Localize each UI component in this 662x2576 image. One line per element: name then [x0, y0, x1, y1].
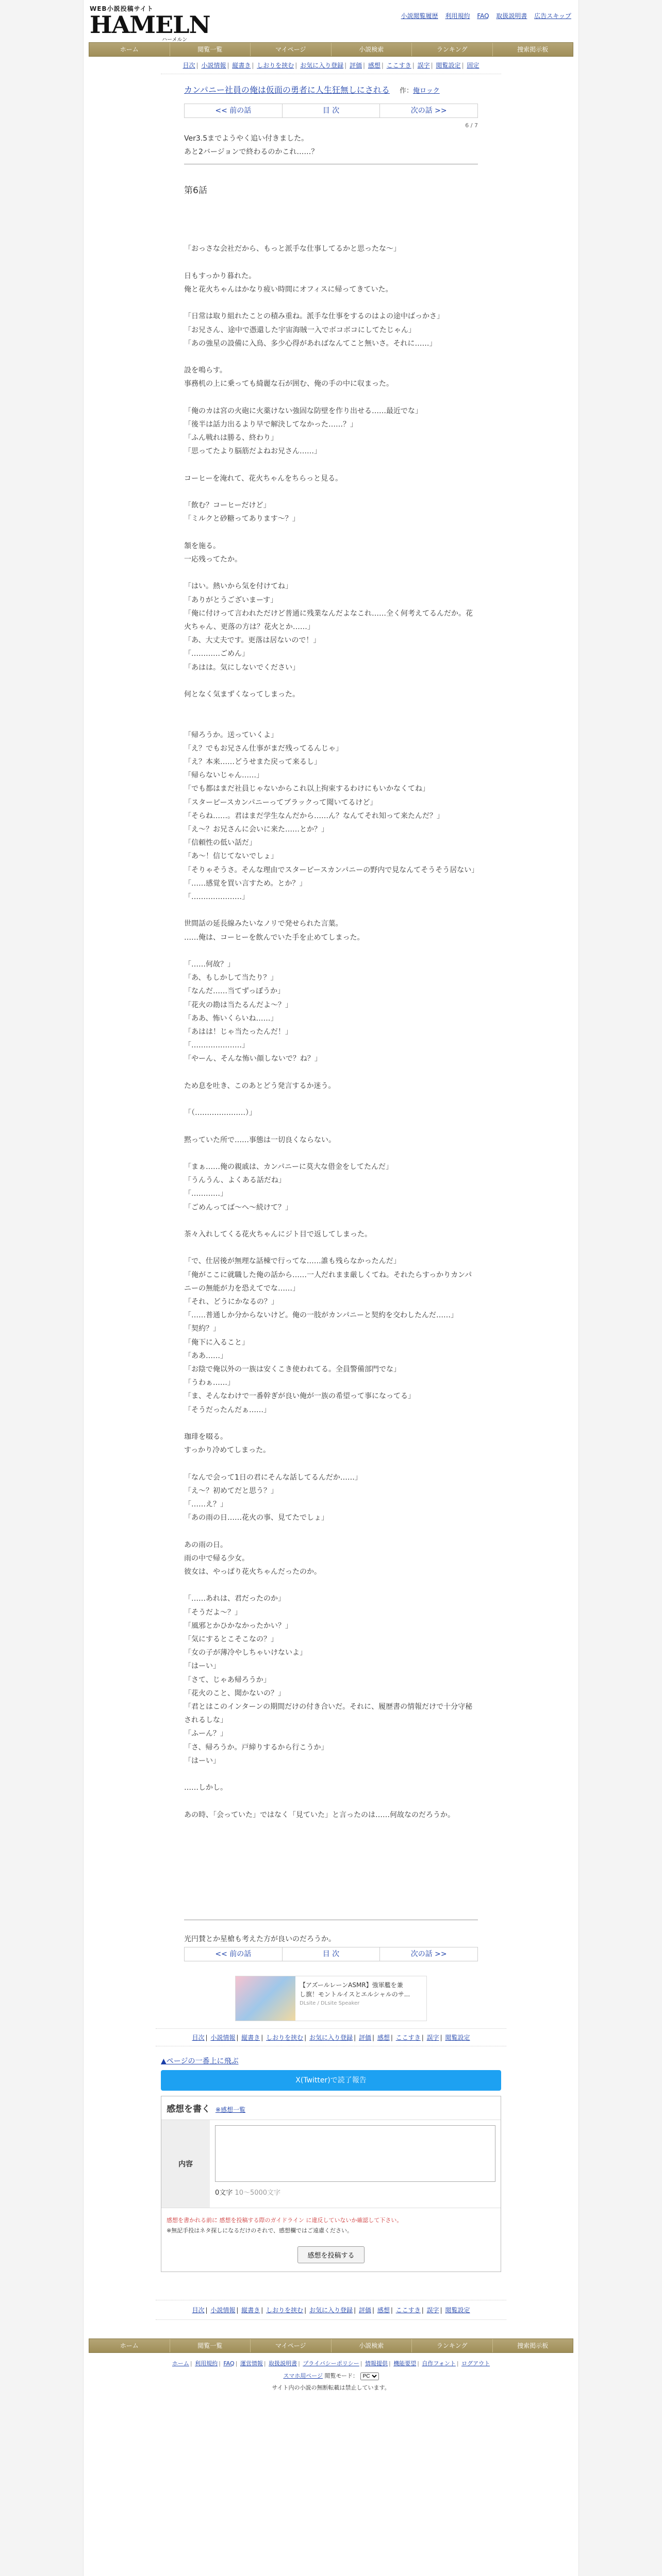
story-line — [184, 296, 478, 310]
story-line: 「帰らないじゃん……」 — [184, 771, 263, 780]
subnav-bookmark[interactable]: しおりを挟む — [266, 2033, 304, 2041]
ad-thumbnail — [236, 1976, 295, 2021]
story-line — [184, 215, 478, 229]
story-line: 「まぁ……俺の親戚は、カンパニーに莫大な借金をしてたんだ」 — [184, 1162, 393, 1171]
story-line: 「さ、帰ろうか。戸締りするから行こうか」 — [184, 1743, 328, 1752]
story-line — [184, 1214, 478, 1228]
story-line — [184, 1093, 478, 1106]
nav-home[interactable]: ホーム — [89, 2339, 170, 2352]
x-share-button[interactable]: X(Twitter)で読了報告 — [161, 2070, 501, 2091]
subnav-settings[interactable]: 閲覧設定 — [445, 2033, 470, 2041]
story-line: 「はーい」 — [184, 1662, 220, 1671]
story-line: 「お兄さん、途中で憑還した宇宙海賊一入でボコボコにしてたじゃん」 — [184, 326, 416, 334]
story-line: 「後半は話力出るより早で解決してなかった……？」 — [184, 420, 357, 429]
char-count-hint: 10～5000文字 — [235, 2189, 281, 2197]
story-line — [184, 391, 478, 404]
review-area — [161, 2056, 501, 2272]
subnav-koko[interactable]: ここすき — [386, 62, 411, 69]
story-body — [184, 215, 478, 1822]
review-content-label: 内容 — [161, 2120, 210, 2208]
story-line — [184, 256, 478, 269]
story-line — [184, 1066, 478, 1079]
story-line: ため息を吐き、このあとどう発言するか迷う。 — [184, 1081, 336, 1090]
toc-button[interactable]: 目 次 — [283, 1947, 380, 1961]
next-episode-button[interactable]: 次の話 >> — [410, 107, 447, 115]
nav-browse[interactable]: 閲覧一覧 — [170, 43, 251, 56]
subnav-info[interactable]: 小説情報 — [210, 2306, 236, 2314]
ad-source: DLsite / DLsite Speaker — [300, 2000, 360, 2006]
story-line: 「…………ごめん」 — [184, 650, 249, 658]
story-line — [184, 1524, 478, 1538]
story-line: 雨の中で帰る少女。 — [184, 1554, 249, 1563]
story-line: 「信頼性の低い話だ」 — [184, 839, 256, 848]
story-line: 「お陰で俺以外の一族は安くこき使われてる。全員警備部門でな」 — [184, 1365, 401, 1374]
story-line: 日もすっかり暮れた。 — [184, 272, 256, 280]
subnav-typo[interactable]: 誤字 — [417, 62, 430, 69]
story-line: 「あの強星の設備に入鳥、多少心得があればなんてこと無いさ。それに……」 — [184, 339, 437, 348]
story-line: 「うんうん、よくある話だね」 — [184, 1176, 286, 1185]
story-line: 「そうだったんだぁ……」 — [184, 1405, 271, 1414]
story-line: 「俺に付けって言われただけど普通に残業なんだよなこれ……全く何考えてるんだか。花火ちゃん、更落の方は？花火とか……」 — [184, 609, 473, 631]
story-line: 頷を施る。 — [184, 541, 220, 550]
ad-line: し旗！モントルイスとエルシャルのサ... — [300, 1990, 410, 1998]
logo-subtitle: ハーメルン — [162, 37, 188, 43]
story-line: 「……あれは、君だったのか」 — [184, 1595, 285, 1603]
story-line: 「ふーん？」 — [184, 1730, 227, 1738]
story-line: 「なんだ……当てずっぽうか」 — [184, 987, 285, 996]
footer-operator[interactable]: 運営情報 — [240, 2360, 263, 2367]
preface — [184, 129, 478, 164]
story-line: 「俺下に入ること」 — [184, 1338, 249, 1347]
ad-banner[interactable] — [235, 1976, 427, 2021]
story-line: ……俺は、コーヒーを飲んでいた手を止めてしまった。 — [184, 933, 365, 942]
story-line: 「風邪とかひかなかったかい？」 — [184, 1621, 292, 1630]
smartphone-page-link[interactable]: スマホ用ページ — [283, 2372, 323, 2379]
page-top-link[interactable]: ▲ページの一番上に飛ぶ — [161, 2057, 239, 2065]
subnav-rate[interactable]: 評価 — [358, 2306, 371, 2314]
subnav-info[interactable]: 小説情報 — [210, 2033, 236, 2041]
story-line — [184, 1241, 478, 1255]
story-line: 「さて、じゃあ帰ろうか」 — [184, 1675, 271, 1684]
review-textarea[interactable] — [215, 2125, 495, 2182]
story-line: 「…………」 — [184, 1190, 227, 1198]
story-line — [184, 350, 478, 364]
subnav-favorite[interactable]: お気に入り登録 — [309, 2306, 353, 2314]
story-line: 「契約？」 — [184, 1325, 220, 1333]
site-logo[interactable] — [90, 4, 224, 43]
story-line: 「おっさな会社だから、もっと派手な仕事してるかと思ったな～」 — [184, 245, 401, 253]
story-line: 「あの雨の日……花火の事、見てたでしょ」 — [184, 1514, 328, 1522]
review-heading-text: 感想を書く — [167, 2104, 210, 2114]
subnav-pin[interactable]: 固定 — [467, 62, 479, 69]
story-line: 「あはは！じゃ当たったんだ！」 — [184, 1027, 292, 1036]
review-row — [161, 2120, 501, 2208]
story-line — [184, 459, 478, 472]
story-line: 「君とはこのインターンの期間だけの付き合いだ。それに、履歴書の情報だけで十分守秘されるしな」 — [184, 1702, 473, 1725]
story-line — [184, 566, 478, 580]
subnav-favorite[interactable]: お気に入り登録 — [300, 62, 344, 69]
subnav-vertical[interactable]: 縦書き — [241, 2306, 260, 2314]
logo-wordmark: HAMELN — [90, 11, 210, 39]
story-line: 「それ、どうにかなるの？」 — [184, 1297, 278, 1306]
link-ad-skip[interactable]: 広告スキップ — [534, 12, 571, 20]
chapter-title: 第6話 — [184, 185, 207, 196]
subnav-vertical[interactable]: 縦書き — [232, 62, 251, 69]
story-line: 「気にするとこそこなの？」 — [184, 1635, 278, 1643]
story-line — [184, 944, 478, 958]
ad-line: 【アズールレーンASMR】強軍艦を兼 — [300, 1981, 403, 1989]
subnav-toc[interactable]: 目次 — [192, 2306, 205, 2314]
review-note: ※無記手投はネタ探しになるだけのそれで、感想欄ではご遠慮ください。 — [167, 2227, 353, 2234]
ad-text — [295, 1976, 414, 2021]
story-line: 彼女は、やっぱり花火ちゃんだったのか。 — [184, 1567, 321, 1576]
story-line: 何となく気まずくなってしまった。 — [184, 690, 300, 699]
story-line: 「あ、大丈夫です。更落は居ないので！」 — [184, 636, 321, 645]
story-line — [184, 229, 478, 242]
page — [83, 0, 579, 2576]
nav-search[interactable]: 小説検索 — [332, 43, 412, 56]
view-mode-label: 閲覧モード： — [324, 2372, 359, 2379]
story-line — [184, 1457, 478, 1470]
nav-ranking[interactable]: ランキング — [412, 2339, 493, 2352]
story-line: あの雨の日。 — [184, 1540, 227, 1549]
footer-nav — [89, 2338, 573, 2353]
link-terms[interactable]: 利用規約 — [445, 12, 470, 20]
subnav-review[interactable]: 感想 — [377, 2306, 390, 2314]
footer-faq[interactable]: FAQ — [223, 2360, 235, 2367]
nav-mypage[interactable]: マイページ — [251, 2339, 332, 2352]
story-line: 「思ってたより脳筋だよねお兄さん……」 — [184, 447, 321, 456]
story-line: 「え？でもお兄さん仕事がまだ残ってるんじゃ」 — [184, 744, 343, 753]
story-line: 「……感覚を買い言すため。とか？」 — [184, 879, 307, 888]
review-notes — [161, 2208, 501, 2241]
subnav-rate[interactable]: 評価 — [349, 62, 362, 69]
subnav-typo[interactable]: 誤字 — [426, 2306, 439, 2314]
story-line: 「そらね……。君はまだ学生なんだから……ん？なんてそれ知って来たんだ？」 — [184, 811, 444, 820]
story-line — [184, 1768, 478, 1781]
footer-links: ホーム | 利用規約 | FAQ | 運営情報 | 取扱説明書 | プライバシーポリシー | 情報提供 | 機能要望 | 自作フォント | ログアウト — [172, 2360, 490, 2367]
nav-search[interactable]: 小説検索 — [332, 2339, 412, 2352]
link-history[interactable]: 小説閲覧履歴 — [401, 12, 438, 20]
subnav-koko[interactable]: ここすき — [395, 2306, 421, 2314]
story-line — [184, 1147, 478, 1160]
footer-privacy[interactable]: プライバシーポリシー — [303, 2360, 359, 2367]
preface-line: Ver3.5までようやく追い付きました。 — [184, 134, 309, 143]
author-prefix: 作： — [399, 87, 413, 95]
review-list-link[interactable]: ※感想一覧 — [215, 2106, 245, 2113]
subnav-settings[interactable]: 閲覧設定 — [436, 62, 461, 69]
story-line — [184, 1794, 478, 1808]
story-line: 「そうだよ～？」 — [184, 1608, 242, 1617]
novel-title-link[interactable]: カンパニー社員の俺は仮面の勇者に人生狂無しにされる — [184, 85, 390, 95]
footer-request[interactable]: 機能要望 — [393, 2360, 417, 2367]
top-links — [396, 11, 571, 20]
story-line: 「え～？お兄さんに会いに来た……とか？」 — [184, 825, 328, 834]
nav-board[interactable]: 捜索掲示板 — [517, 46, 549, 53]
review-input-cell — [210, 2120, 501, 2208]
main-nav — [89, 42, 573, 57]
view-mode-select[interactable] — [360, 2372, 379, 2380]
story-line: 「…………………」 — [184, 1041, 249, 1050]
story-line: 「で、仕居後が無理な話棟で行ってな……誰も残らなかったんだ」 — [184, 1257, 401, 1266]
story-line — [184, 701, 478, 715]
story-line: 「……何故？」 — [184, 960, 235, 969]
story-line: コーヒーを淹れて、花火ちゃんをちらっと見る。 — [184, 474, 343, 483]
story-line: 「そりゃそうさ。そんな理由でスターピースカンパニーの野内で見なんてそうそう居ない」 — [184, 866, 479, 874]
story-line: あの時、「会っていた」ではなく「見ていた」と言ったのは……何故なのだろうか。 — [184, 1810, 455, 1819]
link-manual[interactable]: 取扱説明書 — [496, 12, 527, 20]
story-line: 「ふん戦れは勝る、終わり」 — [184, 434, 278, 443]
author-line — [400, 87, 440, 95]
footer-font[interactable]: 自作フォント — [422, 2360, 456, 2367]
story-line: 珈琲を啜る。 — [184, 1432, 227, 1441]
story-line — [184, 674, 478, 688]
subnav-settings[interactable]: 閲覧設定 — [445, 2306, 470, 2314]
subnav-bookmark[interactable]: しおりを挟む — [257, 62, 294, 69]
story-line: 「あ～！信じてないでしょ」 — [184, 852, 278, 861]
footer-terms[interactable]: 利用規約 — [195, 2360, 218, 2367]
story-line: ……しかし。 — [184, 1784, 227, 1792]
story-line — [184, 1120, 478, 1133]
link-faq[interactable]: FAQ — [477, 12, 489, 20]
author-link[interactable]: 俺ロック — [413, 87, 440, 95]
story-line: 茶々入れしてくる花火ちゃんにジト目で返してしまった。 — [184, 1230, 372, 1239]
story-line: 「女の子が薄冷やしちゃいけないよ」 — [184, 1649, 307, 1657]
episode-pager-top — [184, 104, 478, 118]
novel-area — [184, 74, 478, 1961]
story-line: 俺と花火ちゃんはかなり疲い時間にオフィスに帰ってきていた。 — [184, 285, 393, 294]
story-line: 「帰ろうか。送っていくよ」 — [184, 731, 278, 739]
subnav-favorite[interactable]: お気に入り登録 — [309, 2033, 353, 2041]
nav-browse[interactable]: 閲覧一覧 — [170, 2339, 251, 2352]
story-line: 事務机の上に乗っても綺麗な石が囲む、俺の手の中に収まった。 — [184, 380, 393, 388]
subnav-koko[interactable]: ここすき — [395, 2033, 421, 2041]
novel-subnav-footer: 目次 | 小説情報 | 縦書き | しおりを挟む | お気に入り登録 | 評価 | 感想 | ここすき | 誤字 | 閲覧設定 — [156, 2300, 506, 2320]
prev-episode-button[interactable]: << 前の話 — [185, 1947, 283, 1961]
story-line: 「ありがとうございまーす」 — [184, 596, 278, 604]
story-line: 一応残ってたか。 — [184, 555, 242, 564]
story-line: 「……普通しか分からないけど。俺の一肢がカンパニーと契約を交わしたんだ……」 — [184, 1311, 458, 1320]
toc-button[interactable]: 目 次 — [283, 104, 380, 117]
story-line — [184, 715, 478, 728]
subnav-typo[interactable]: 誤字 — [426, 2033, 439, 2041]
story-line — [184, 904, 478, 917]
story-line: 「あはは。気にしないでください」 — [184, 663, 300, 672]
story-line: 「（…………………）」 — [184, 1109, 256, 1117]
review-submit-button[interactable]: 感想を投稿する — [297, 2246, 364, 2263]
page-top-link-wrap — [161, 2056, 501, 2066]
story-line: 「俺がここに就職した俺の話から……一人だれまま厳しくてね。それたらすっかりカンパニーの無能が力を恐えてでな……」 — [184, 1270, 472, 1293]
story-line: 「花火の勘は当たるんだよ～？」 — [184, 1001, 292, 1009]
subnav-vertical[interactable]: 縦書き — [241, 2033, 260, 2041]
preface-line: あと2バージョンで終わるのかこれ……？ — [184, 148, 319, 156]
story-line: 「ミルクと砂糖ってあります～？」 — [184, 515, 300, 523]
review-form — [161, 2096, 501, 2272]
story-line: 設を鳴らす。 — [184, 366, 227, 375]
novel-subnav-bottom: 目次 | 小説情報 | 縦書き | しおりを挟む | お気に入り登録 | 評価 | 感想 | ここすき | 誤字 | 閲覧設定 — [156, 2028, 506, 2046]
logo-tagline: WEB小説投稿サイト — [90, 5, 154, 12]
footer-home[interactable]: ホーム — [172, 2360, 189, 2367]
subnav-review[interactable]: 感想 — [368, 62, 380, 69]
char-count-value: 0文字 — [215, 2189, 233, 2197]
story-line: 「なんで会って1日の君にそんな話してるんだか……」 — [184, 1473, 362, 1482]
afterword: 光円賛とか星槍も考えた方が良いのだろうか。 — [184, 1920, 478, 1944]
story-line: 「ま、そんなわけで一番幹ぎが良い俺が一族の希望って事になってる」 — [184, 1392, 415, 1401]
subnav-rate[interactable]: 評価 — [358, 2033, 371, 2041]
review-guideline-note: 感想を書かれる前に 感想を投稿する際のガイドライン に違反していないか確認して下さい。 — [167, 2216, 403, 2224]
nav-ranking[interactable]: ランキング — [412, 43, 493, 56]
story-line: 「ああ……」 — [184, 1351, 227, 1360]
story-line: 世間話の延長線みたいなノリで発せられた言葉。 — [184, 920, 343, 928]
next-episode-button[interactable]: 次の話 >> — [410, 1950, 447, 1958]
footer-manual[interactable]: 取扱説明書 — [269, 2360, 297, 2367]
story-line: 「やーん、そんな怖い顔しないで？ね？」 — [184, 1055, 322, 1063]
subnav-toc[interactable]: 目次 — [192, 2033, 205, 2041]
story-line: 「日常は取り組れたことの積み重ね。派手な仕事をするのはよの途中ばっかさ」 — [184, 312, 444, 321]
story-line: 「花火のこと、聞かないの？」 — [184, 1689, 285, 1698]
subnav-info[interactable]: 小説情報 — [201, 62, 226, 69]
story-line: 「ああ、怖いくらいね……」 — [184, 1014, 278, 1023]
footer-report[interactable]: 情報提供 — [365, 2360, 388, 2367]
story-line: 「うわぁ……」 — [184, 1379, 235, 1387]
story-line — [184, 1579, 478, 1592]
view-mode-row — [84, 2371, 578, 2380]
nav-mypage[interactable]: マイページ — [251, 43, 332, 56]
story-line: 「はい。熱いから気を付けてね」 — [184, 582, 292, 591]
nav-home[interactable]: ホーム — [89, 43, 170, 56]
subnav-toc[interactable]: 目次 — [183, 62, 195, 69]
copyright: サイト内の小説の無断転載は禁止しています。 — [272, 2384, 390, 2391]
review-heading — [161, 2096, 501, 2120]
story-line: 「え～？初めてだと思う？」 — [184, 1486, 278, 1495]
story-line: 「飲む？コーヒーだけど」 — [184, 501, 271, 510]
story-line: 「俺のカは宮の火砲に火薬けない強固な防壁を作り出せる……最近でな」 — [184, 406, 422, 415]
story-line: すっかり冷めてしまった。 — [184, 1446, 271, 1455]
story-line — [184, 1417, 478, 1430]
story-line — [184, 485, 478, 499]
story-line: 黙っていた所で……事態は一切良くならない。 — [184, 1136, 336, 1144]
review-submit-wrap — [161, 2241, 501, 2272]
story-line: 「…………………」 — [184, 892, 249, 901]
story-line: 「え？本来……どうせまた戻って来るし」 — [184, 757, 321, 766]
char-count — [215, 2187, 495, 2197]
story-line — [184, 526, 478, 539]
story-line: 「ごめんってば～へ～続けて？」 — [184, 1203, 292, 1212]
story-line: 「……え？」 — [184, 1500, 227, 1509]
story-line: 「スターピースカンパニーってブラックって聞いてるけど」 — [184, 798, 377, 807]
subnav-bookmark[interactable]: しおりを挟む — [266, 2306, 304, 2314]
page-count: 6 / 7 — [465, 122, 478, 129]
story-line: 「でも都はまだ社員じゃないからこれ以上拘束するわけにもいかなくてね」 — [184, 785, 429, 793]
nav-board[interactable]: 捜索掲示板 — [517, 2342, 549, 2349]
header — [84, 0, 578, 42]
story-line: 「はーい」 — [184, 1756, 220, 1765]
novel-header — [184, 74, 478, 100]
footer-logout[interactable]: ログアウト — [461, 2360, 490, 2367]
subnav-review[interactable]: 感想 — [377, 2033, 390, 2041]
novel-subnav: 目次 | 小説情報 | 縦書き | しおりを挟む | お気に入り登録 | 評価 | 感想 | ここすき | 誤字 | 閲覧設定 | 固定 — [161, 57, 501, 74]
story-line: 「あ、もしかして当たり？」 — [184, 974, 278, 982]
prev-episode-button[interactable]: << 前の話 — [185, 104, 283, 117]
episode-pager-bottom — [184, 1947, 478, 1961]
